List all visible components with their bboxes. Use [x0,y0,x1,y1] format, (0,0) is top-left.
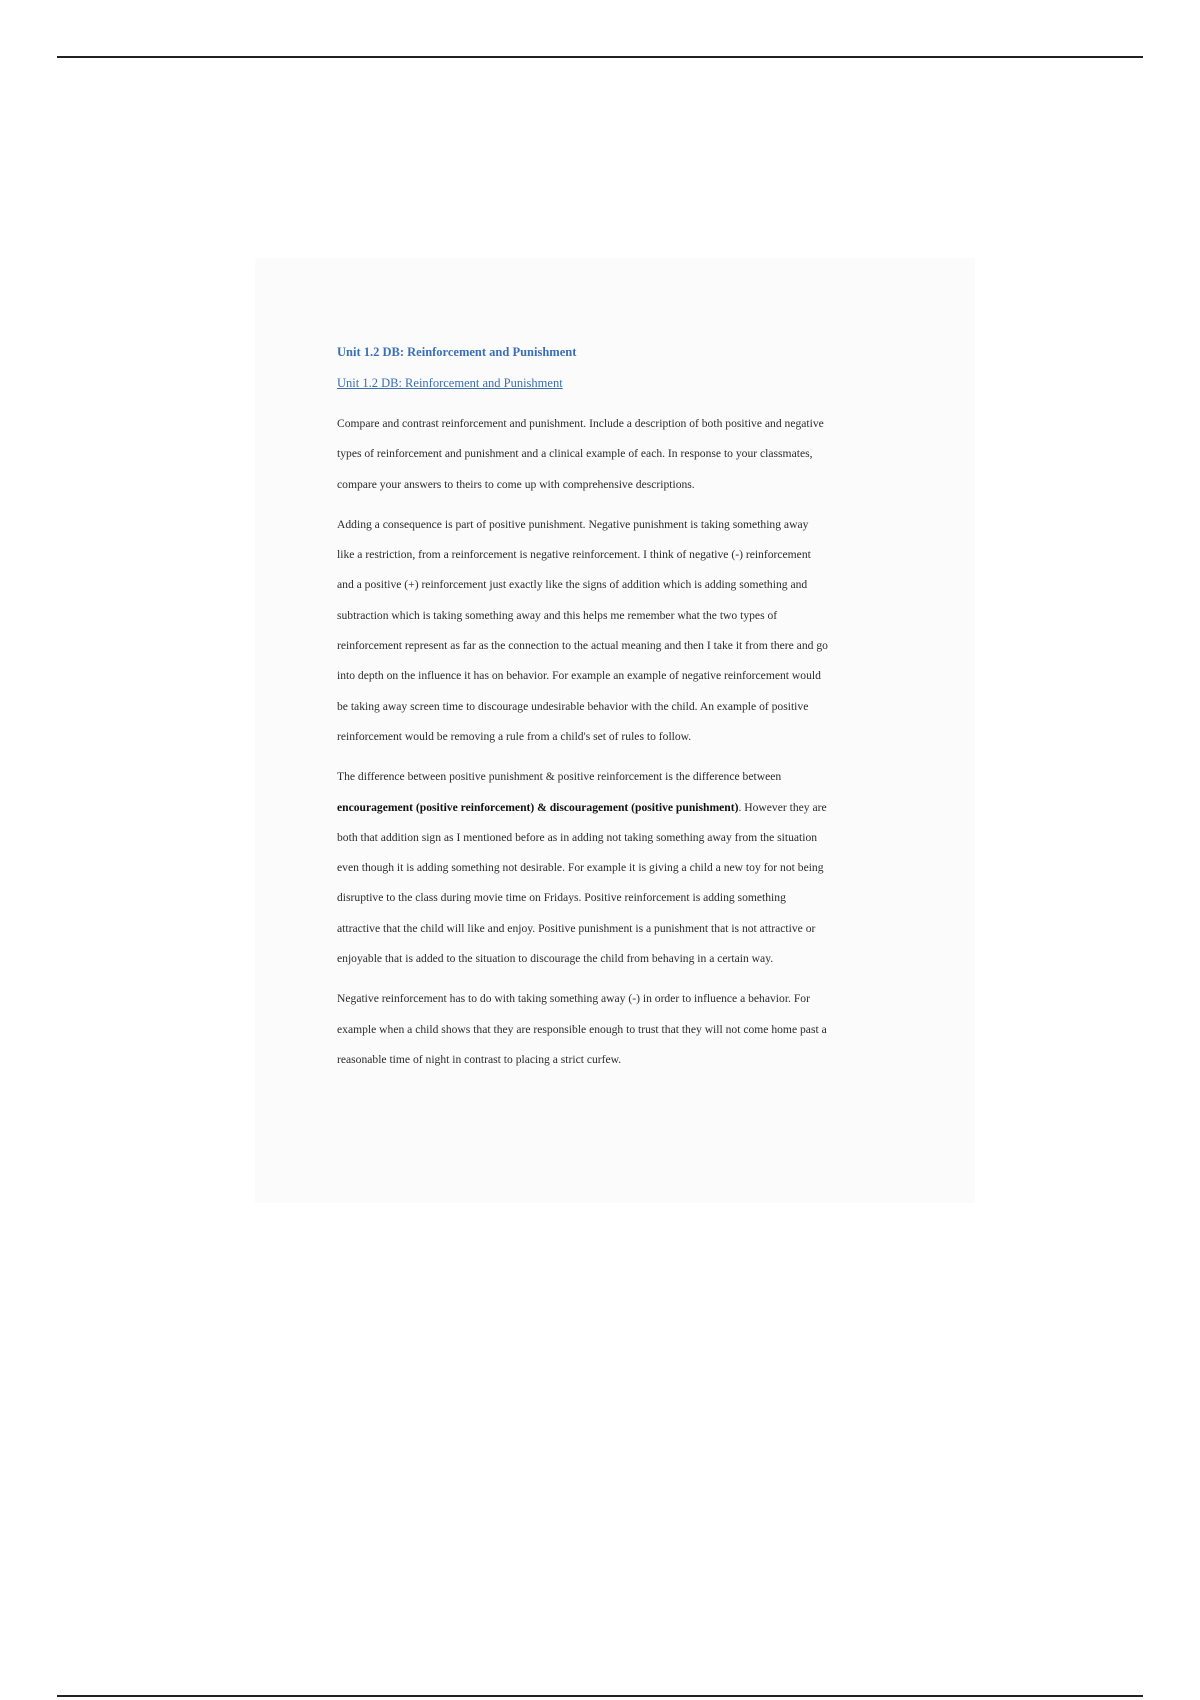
text-line: reinforcement would be removing a rule from a child's set of rules to follow. [337,729,692,743]
text-line: types of reinforcement and punishment and a clinical example of each. In response to your classmates, [337,447,813,461]
text-line: enjoyable that is added to the situation to discourage the child from behaving in a certain way. [337,952,774,966]
body-paragraph-4 [337,984,907,1075]
bottom-divider [57,1695,1143,1697]
document-link[interactable]: Unit 1.2 DB: Reinforcement and Punishment [337,376,563,390]
document-content [337,344,907,1085]
document-title: Unit 1.2 DB: Reinforcement and Punishment [337,345,577,359]
text-line [337,793,907,823]
text-line: be taking away screen time to discourage undesirable behavior with the child. An example of positive [337,699,809,713]
bold-phrase: encouragement (positive reinforcement) & discouragement (positive punishment) [337,800,739,814]
text-line: Compare and contrast reinforcement and punishment. Include a description of both positive and negative [337,417,824,430]
text-line: reinforcement represent as far as the connection to the actual meaning and then I take it from there and go [337,639,828,653]
text-line: Adding a consequence is part of positive punishment. Negative punishment is taking something away [337,517,809,531]
body-paragraph-3 [337,762,907,974]
text-line: even though it is adding something not desirable. For example it is giving a child a new toy for not being [337,861,824,875]
text-line: attractive that the child will like and enjoy. Positive punishment is a punishment that is not attractive or [337,921,816,935]
text-line: compare your answers to theirs to come up with comprehensive descriptions. [337,477,695,491]
document-preview [255,258,975,1203]
text-line: example when a child shows that they are responsible enough to trust that they will not come home past a [337,1022,827,1036]
top-divider [57,56,1143,58]
text-line: Negative reinforcement has to do with taking something away (-) in order to influence a behavior. For [337,992,810,1006]
text-line: into depth on the influence it has on behavior. For example an example of negative reinforcement would [337,669,821,683]
text-fragment: . However they are [738,800,827,814]
text-line: both that addition sign as I mentioned before as in adding not taking something away from the situation [337,830,818,844]
text-line: disruptive to the class during movie time on Fridays. Positive reinforcement is adding something [337,891,786,905]
prompt-paragraph [337,409,907,500]
text-line: like a restriction, from a reinforcement is negative reinforcement. I think of negative (-) reinforcement [337,548,811,562]
text-line: and a positive (+) reinforcement just exactly like the signs of addition which is adding something and [337,578,808,592]
body-paragraph-2 [337,510,907,752]
text-line: The difference between positive punishment & positive reinforcement is the difference between [337,770,782,784]
text-line: subtraction which is taking something away and this helps me remember what the two types of [337,608,778,622]
text-line: reasonable time of night in contrast to placing a strict curfew. [337,1052,622,1066]
